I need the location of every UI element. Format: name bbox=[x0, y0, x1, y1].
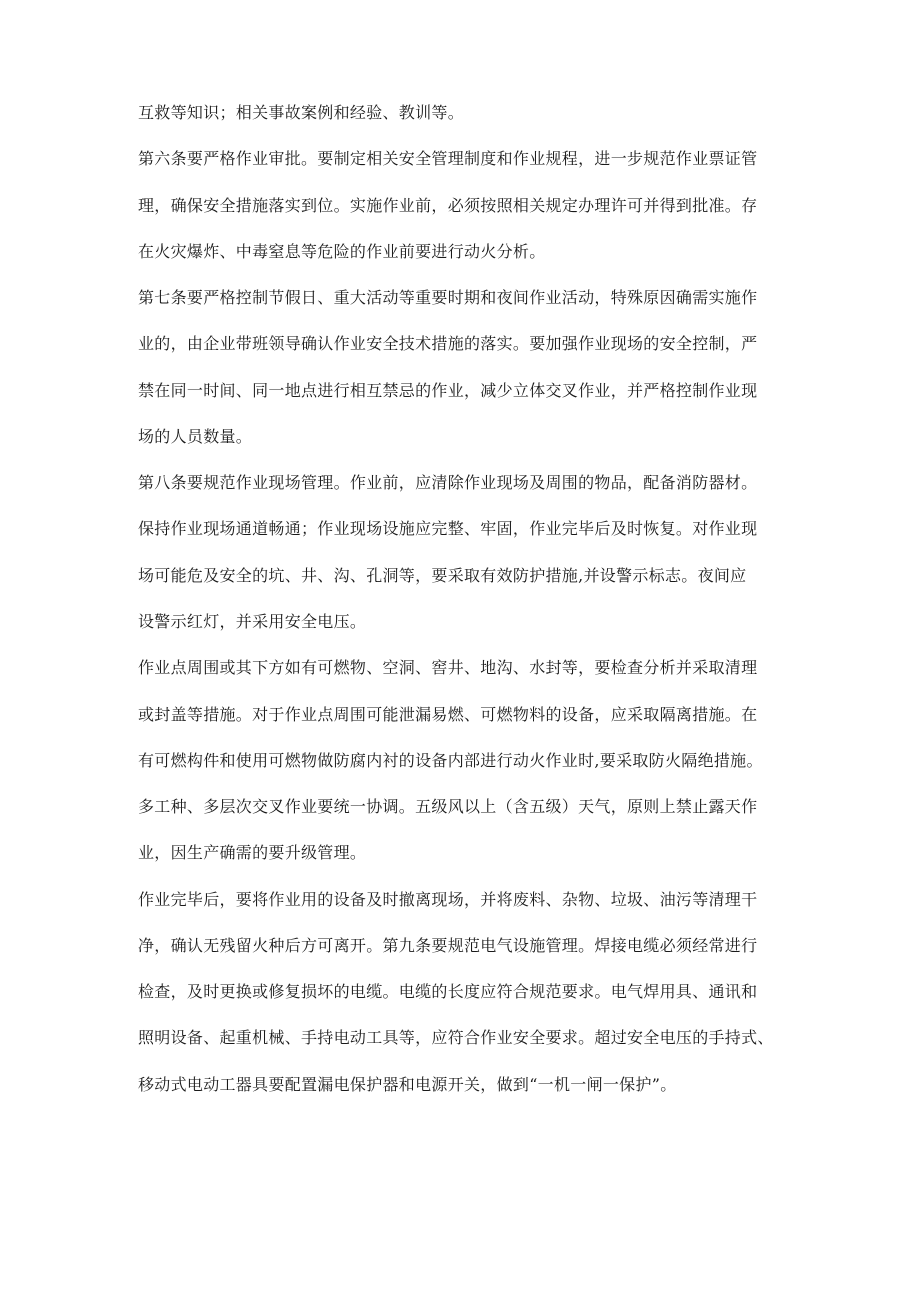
text-line: 第六条要严格作业审批。要制定相关安全管理制度和作业规程，进一步规范作业票证管 bbox=[138, 149, 758, 168]
text-line: 场可能危及安全的坑、井、沟、孔洞等，要采取有效防护措施,并设警示标志。夜间应 bbox=[138, 566, 747, 585]
text-line: 业的，由企业带班领导确认作业安全技术措施的落实。要加强作业现场的安全控制，严 bbox=[138, 334, 758, 353]
text-line: 作业完毕后，要将作业用的设备及时撤离现场，并将废料、杂物、垃圾、油污等清理干 bbox=[138, 890, 758, 909]
text-line: 第七条要严格控制节假日、重大活动等重要时期和夜间作业活动，特殊原因确需实施作 bbox=[138, 288, 758, 307]
text-line: 多工种、多层次交叉作业要统一协调。五级风以上（含五级）天气，原则上禁止露天作 bbox=[138, 797, 758, 816]
text-line: 在火灾爆炸、中毒窒息等危险的作业前要进行动火分析。 bbox=[138, 242, 546, 261]
text-line: 设警示红灯，并采用安全电压。 bbox=[138, 612, 367, 631]
text-line: 有可燃构件和使用可燃物做防腐内衬的设备内部进行动火作业时,要采取防火隔绝措施。 bbox=[138, 751, 763, 770]
text-line: 净，确认无残留火种后方可离开。第九条要规范电气设施管理。焊接电缆必须经常进行 bbox=[138, 936, 758, 955]
text-line: 业，因生产确需的要升级管理。 bbox=[138, 843, 367, 862]
text-line: 互救等知识；相关事故案例和经验、教训等。 bbox=[138, 103, 465, 122]
text-line: 第八条要规范作业现场管理。作业前，应清除作业现场及周围的物品，配备消防器材。 bbox=[138, 473, 758, 492]
text-line: 理，确保安全措施落实到位。实施作业前，必须按照相关规定办理许可并得到批准。存 bbox=[138, 196, 758, 215]
text-line: 检查，及时更换或修复损坏的电缆。电缆的长度应符合规范要求。电气焊用具、通讯和 bbox=[138, 982, 758, 1001]
text-line: 或封盖等措施。对于作业点周围可能泄漏易燃、可燃物料的设备，应采取隔离措施。在 bbox=[138, 705, 758, 724]
text-line: 场的人员数量。 bbox=[138, 427, 253, 446]
text-line: 照明设备、起重机械、手持电动工具等，应符合作业安全要求。超过安全电压的手持式、 bbox=[138, 1028, 774, 1047]
text-line: 保持作业现场通道畅通；作业现场设施应完整、牢固，作业完毕后及时恢复。对作业现 bbox=[138, 519, 758, 538]
text-line: 作业点周围或其下方如有可燃物、空洞、窖井、地沟、水封等，要检查分析并采取清理 bbox=[138, 658, 758, 677]
text-line: 移动式电动工器具要配置漏电保护器和电源开关，做到“一机一闸一保护”。 bbox=[138, 1075, 677, 1094]
text-line: 禁在同一时间、同一地点进行相互禁忌的作业，减少立体交叉作业，并严格控制作业现 bbox=[138, 381, 758, 400]
